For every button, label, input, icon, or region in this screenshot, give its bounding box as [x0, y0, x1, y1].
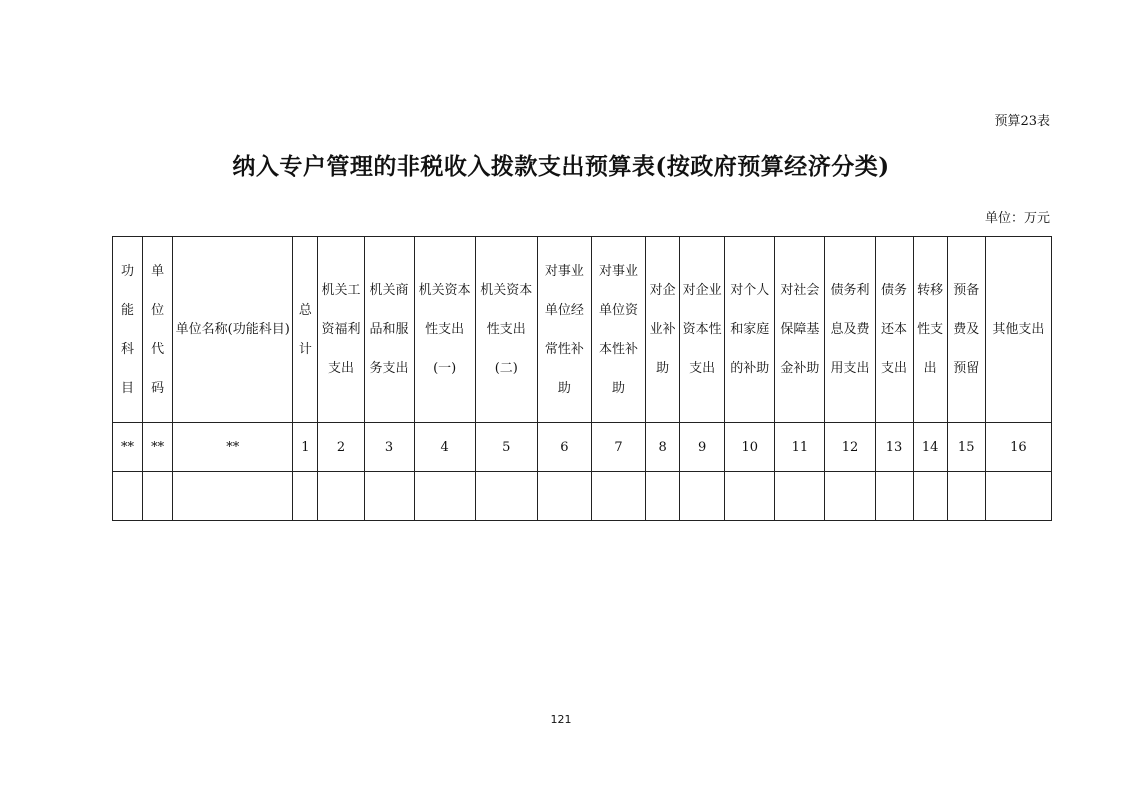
table-cell: ** — [143, 423, 173, 472]
table-cell: ** — [113, 423, 143, 472]
col-header-wages-welfare: 机关工 资福利 支出 — [318, 237, 364, 423]
table-cell: 14 — [913, 423, 947, 472]
table-cell: 10 — [725, 423, 775, 472]
form-number: 预算23表 — [994, 114, 1050, 129]
table-cell: 9 — [680, 423, 725, 472]
table-cell: 15 — [947, 423, 985, 472]
table-cell: ** — [173, 423, 293, 472]
table-cell: 8 — [646, 423, 680, 472]
col-header-institution-recurrent-subsidy: 对事业 单位经 常性补 助 — [537, 237, 591, 423]
col-header-function-subject: 功能 科目 — [113, 237, 143, 423]
col-header-unit-code: 单位 代码 — [143, 237, 173, 423]
table-cell: 4 — [414, 423, 475, 472]
page-number: 121 — [550, 713, 572, 726]
budget-table — [112, 236, 1052, 521]
table-cell — [775, 472, 825, 521]
table-row — [113, 423, 1052, 472]
table-cell — [825, 472, 875, 521]
table-cell: 7 — [591, 423, 645, 472]
table-cell: 6 — [537, 423, 591, 472]
table-cell — [143, 472, 173, 521]
header-row — [113, 237, 1052, 423]
table-cell — [318, 472, 364, 521]
table-cell: 13 — [875, 423, 913, 472]
col-header-other: 其他支出 — [985, 237, 1051, 423]
col-header-debt-interest: 债务利 息及费 用支出 — [825, 237, 875, 423]
table-cell — [913, 472, 947, 521]
col-header-social-security-subsidy: 对社会 保障基 金补助 — [775, 237, 825, 423]
col-header-total: 总 计 — [293, 237, 318, 423]
col-header-individual-family-subsidy: 对个人 和家庭 的补助 — [725, 237, 775, 423]
table-cell: 3 — [364, 423, 414, 472]
table-cell — [646, 472, 680, 521]
table-cell — [591, 472, 645, 521]
table-cell — [947, 472, 985, 521]
table-cell — [475, 472, 537, 521]
table-cell — [537, 472, 591, 521]
col-header-enterprise-capital: 对企业 资本性 支出 — [680, 237, 725, 423]
table-cell — [875, 472, 913, 521]
table-cell: 12 — [825, 423, 875, 472]
table-cell — [414, 472, 475, 521]
col-header-capital-1: 机关资本 性支出 (一) — [414, 237, 475, 423]
col-header-reserve: 预备 费及 预留 — [947, 237, 985, 423]
col-header-debt-principal: 债务 还本 支出 — [875, 237, 913, 423]
page-title: 纳入专户管理的非税收入拨款支出预算表(按政府预算经济分类) — [232, 153, 890, 180]
table-cell — [364, 472, 414, 521]
table-cell — [680, 472, 725, 521]
table-cell — [173, 472, 293, 521]
col-header-unit-name: 单位名称(功能科目) — [173, 237, 293, 423]
table-cell: 2 — [318, 423, 364, 472]
table-cell: 5 — [475, 423, 537, 472]
table-cell — [725, 472, 775, 521]
col-header-enterprise-subsidy: 对企 业补 助 — [646, 237, 680, 423]
table-cell — [113, 472, 143, 521]
col-header-transfer: 转移 性支 出 — [913, 237, 947, 423]
table-cell: 11 — [775, 423, 825, 472]
col-header-goods-services: 机关商 品和服 务支出 — [364, 237, 414, 423]
table-cell: 1 — [293, 423, 318, 472]
table-row — [113, 472, 1052, 521]
unit-label: 单位：万元 — [984, 211, 1050, 226]
table-cell: 16 — [985, 423, 1051, 472]
col-header-capital-2: 机关资本 性支出 (二) — [475, 237, 537, 423]
col-header-institution-capital-subsidy: 对事业 单位资 本性补 助 — [591, 237, 645, 423]
table-cell — [985, 472, 1051, 521]
table-cell — [293, 472, 318, 521]
